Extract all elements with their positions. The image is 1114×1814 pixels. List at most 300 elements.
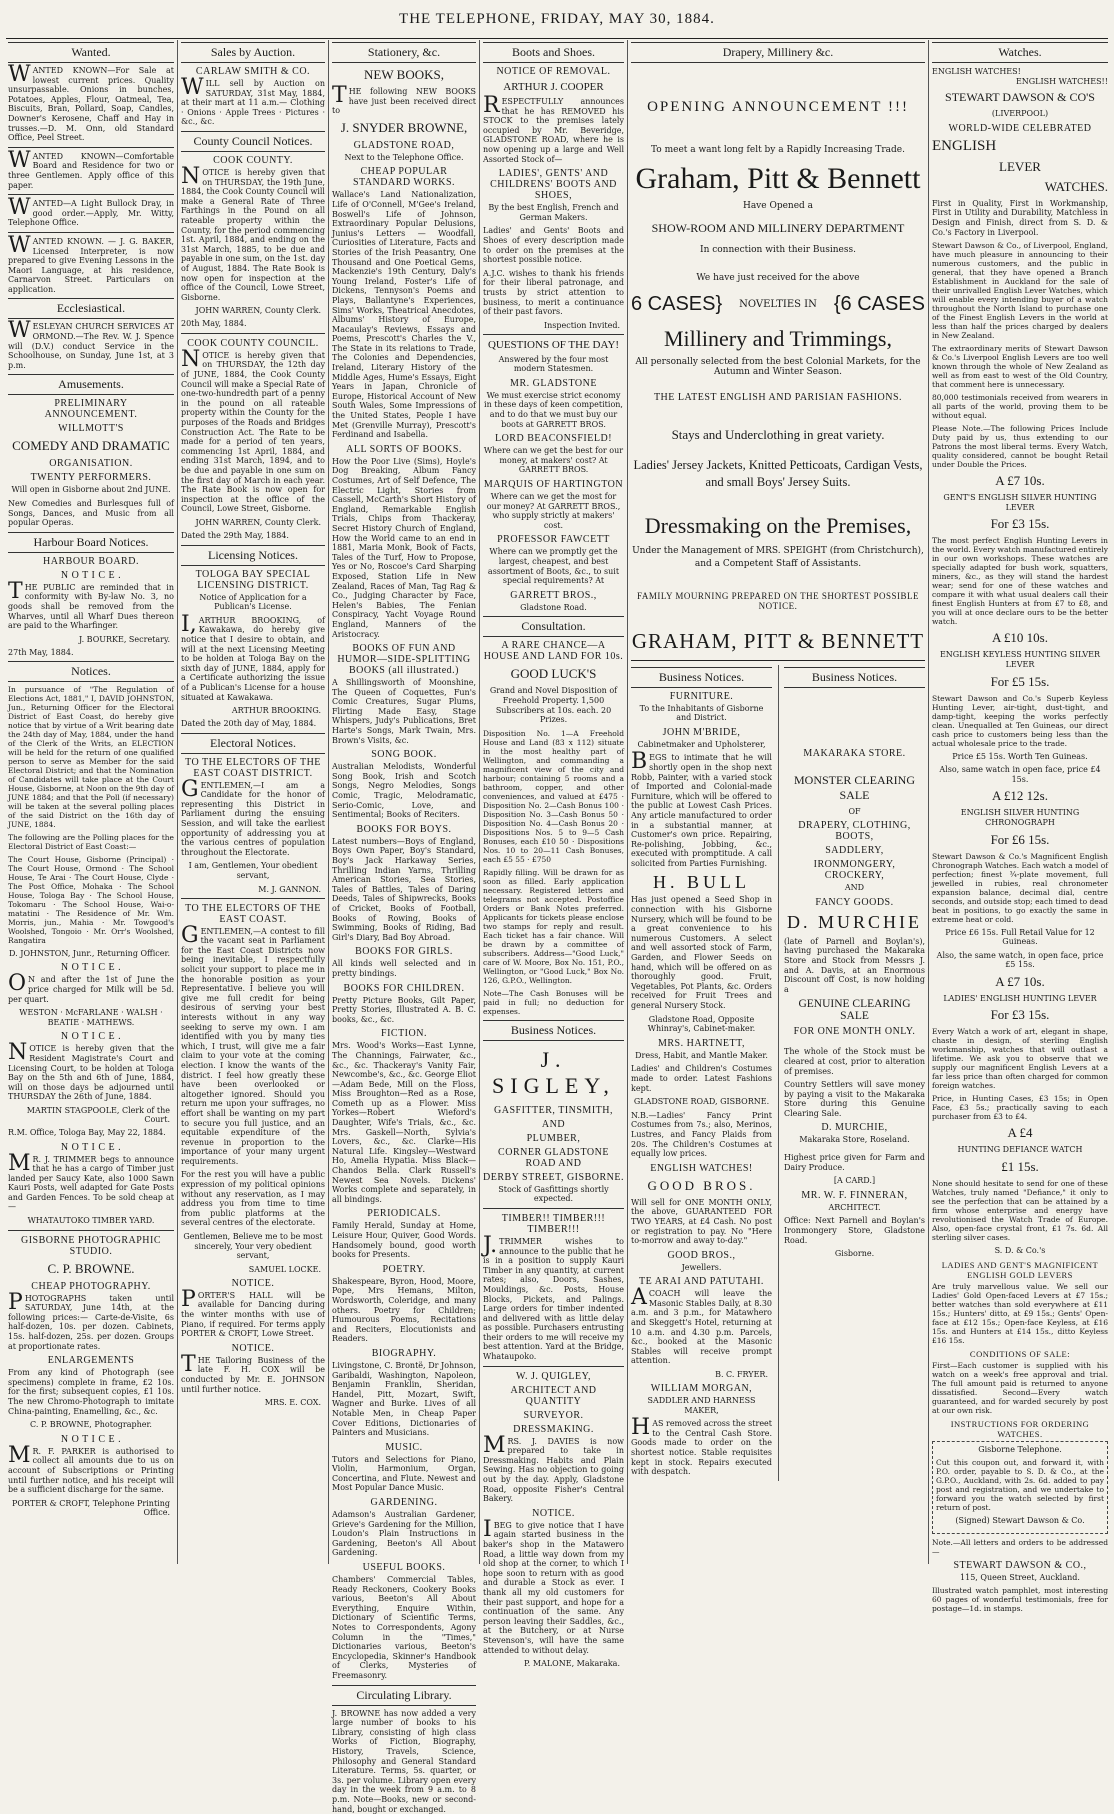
ad-text: Livingstone, C. Brontë, Dr Johnson, Garibaldi, Washington, Napoleon, Benjamin Franklin, Sheridan, Handel, Pitt, Mozart, Swift, Wagner and Burke. Lives of all Notable Men, in Cheap Paper Cover Editions, Dictionaries of Painters and Musicians. <box>332 1360 476 1438</box>
ad-title: TO THE ELECTORS OF THE EAST COAST. <box>185 902 321 925</box>
ad-text: All personally selected from the best Colonial Markets, for the Autumn and Winter Season. <box>635 357 921 377</box>
ad-text: PORTER'S HALL will be available for Dancing during the winter months with use of Piano, if required. For terms apply PORTER & CROFT, Lowe Street. <box>181 1286 325 1339</box>
ad-text: OF <box>848 806 861 816</box>
coupon-text: Cut this coupon out, and forward it, with P.O. order, payable to S. D. & Co., at the G.P.O., Auckland, with 2s. 6d. added to pay post and registration, and we undertake to forward you the watch selected by first return of post. <box>936 1458 1104 1513</box>
ad-title: For £6 15s. <box>990 831 1050 847</box>
ad-text: In connection with their Business. <box>700 245 856 256</box>
ad-text: By the best English, French and German Makers. <box>488 203 619 222</box>
ad-title: BIOGRAPHY. <box>371 1347 437 1359</box>
section-heading: Business Notices. <box>784 667 925 688</box>
ad-text: Answered by the four most modern Statesmen. <box>498 354 609 374</box>
ad-text: MRS. J. DAVIES is now prepared to take in Dressmaking. Habits and Plain Sewing. Has no objection to going out by the day. Apply, Gladstone Road, opposite Fisher's Central Bakery. <box>483 1432 624 1504</box>
ad-text: The most perfect English Hunting Levers in the world. Every watch manufactured entirely in our own workshops. These watches are specially adapted for bush work, squatters, miners, &c., as they will stand the hardest wear; send for one of these watches and compare it with what usual dealers call their finest English Hunters at from £7 to £8, and you will at once declare ours to be the better watch. <box>932 536 1108 627</box>
ad-title: NOTICE. <box>231 1342 275 1354</box>
ad-text: Australian Melodists, Wonderful Song Book, Irish and Scotch Songs, Negro Melodies, Songs Comic, Tragic, Melodramatic, Serio-Comic, Love, and Sentimental; Books of Reciters. <box>332 762 476 820</box>
ad-text: Jewellers. <box>681 1262 722 1272</box>
ad-title: Dressmaking on the Premises, <box>644 512 912 538</box>
ad-title: SURVEYOR. <box>523 1409 584 1421</box>
ad-title: WILLMOTT'S <box>58 423 124 435</box>
section-heading: Amusements. <box>8 374 174 395</box>
ad-text: GENTLEMEN,—I am a Candidate for the honor of representing this District in Parliament during the ensuing Session, and will take the earliest opportunity of addressing you at the various centres of population throughout the Electorate. <box>181 776 325 857</box>
ad-text: Mrs. Wood's Works—East Lynne, The Channings, Fairwater, &c., &c., &c. Thackeray's Vanity Fair, Newcombe's, &c., &c. George Eliot—Adam Bede, Mill on the Floss, Miss Broughton—Red as a Rose, Cometh up as a Flower. Miss Yorkes—Robert Wieford's Daughter, Wife's Trials, &c., &c. Mrs. Gaskell—North, Sylvia's Lovers, &c., &c. Clarke—His Natural Life. Kingsley—Westward Ho, Amelia Hypatia. Miss Black—Chandos Bella. Clark Russell's Newest Sea Novels. Dickens' Works complete and separately, in all bindings. <box>332 1041 476 1204</box>
ad-title: N O T I C E . <box>60 1433 122 1445</box>
column-rule <box>627 40 628 1564</box>
ad-title: For £3 15s. <box>990 516 1050 532</box>
ad-text: To meet a want long felt by a Rapidly Increasing Trade. <box>651 145 905 155</box>
ad-title: GLADSTONE ROAD, <box>353 139 455 151</box>
ad-text: MR. F. PARKER is authorised to collect all amounts due to us on account of Subscriptions or Printing until further notice, and his receipt will be a sufficient discharge for the same. <box>8 1442 174 1495</box>
ad-text: Country Settlers will save money by paying a visit to the Makaraka Store during this Genuine Clearing Sale. <box>784 1080 925 1118</box>
masthead: THE TELEPHONE, FRIDAY, MAY 30, 1884. <box>399 11 715 27</box>
section-heading: Electoral Notices. <box>181 733 325 754</box>
divider <box>8 194 174 195</box>
ad-title: COOK COUNTY. <box>213 154 293 166</box>
ad-title: TWENTY PERFORMERS. <box>30 472 152 484</box>
ad-title: LEVER <box>999 158 1041 174</box>
ad-title: ENGLISH WATCHES! <box>650 1162 753 1174</box>
signature: JOHN WARREN, County Clerk. <box>195 517 321 527</box>
ad-text: GENT'S ENGLISH SILVER HUNTING LEVER <box>943 493 1097 512</box>
ad-text: THE following NEW BOOKS have just been received direct to <box>332 83 476 116</box>
ad-title: N O T I C E . <box>60 1141 122 1153</box>
business-subcolumns <box>631 665 925 1481</box>
ad-title: PLUMBER, <box>526 1132 581 1144</box>
date: 20th May, 1884. <box>181 319 247 329</box>
ad-title: J. SIGLEY, <box>492 1046 615 1098</box>
ad-text: Latest numbers—Boys of England, Boys Own Paper, Boy's Standard, Boy's Jack Harkaway Series, Thrilling Indian Yarns, Thrilling American Stories, Sea Stories, Tales of Battles, Tales of Daring Deeds, Tales of Shipwrecks, Books of Cricket, Books of Football, Books of Rowing, Books of Swimming, Books of Riding, Bad Girl's Diary, Bad Boy Abroad. <box>332 836 476 942</box>
ad-title: WATCHES. <box>1044 178 1108 194</box>
ad-text: Where can we get the most for our money? At GARRETT BROS., who supply strictly at makers' cost. <box>486 492 621 530</box>
ad-text: Highest price given for Farm and Dairy Produce. <box>784 1153 925 1172</box>
ad-text: Also, the same watch, in open face, price £5 15s. <box>936 950 1104 970</box>
ad-title: GARDENING. <box>370 1497 438 1509</box>
ad-text: A.J.C. wishes to thank his friends for their liberal patronage, and trusts by strict attention to business, to merit a continuance of their past favors. <box>483 268 624 317</box>
divider <box>8 147 174 148</box>
ad-text: WANTED KNOWN—Comfortable Board and Residence for two or three Gentlemen. Apply office of this paper. <box>8 147 174 190</box>
ad-title: For £3 15s. <box>990 1007 1050 1023</box>
ad-text: Will sell for ONE MONTH ONLY, the above, GUARANTEED FOR TWO YEARS, at £4 Cash. No post or registration to pay. No "Here to-morrow and away to-day." <box>631 1197 772 1246</box>
section-heading: Consultation. <box>483 616 624 637</box>
ad-text: The following are the Polling places for the Electoral District of East Coast:— <box>8 833 174 852</box>
column-5 <box>631 40 925 1564</box>
ad-text: Also, same watch in open face, price £4 15s. <box>939 765 1101 784</box>
ad-text: IBEG to give notice that I have again started business in the baker's shop in the Matawero Road, a little way down from my old shop at the corner, to which I hope soon to return with as good and durable a Stock as ever. I thank all my old customers for their past support, and hope for a continuation of the same. Any person leaving their Saddles, &c., at the Butchery, or at Nurse Stevenson's, will have the same attended to without delay. <box>483 1516 624 1655</box>
column-rule <box>177 40 178 1564</box>
ad-title: PERIODICALS. <box>367 1208 441 1220</box>
column-1 <box>8 40 174 1564</box>
ad-text: The whole of the Stock must be cleared at cost, prior to alteration of premises. <box>784 1047 925 1076</box>
ad-title: W. J. QUIGLEY, <box>515 1370 592 1382</box>
section-heading: Wanted. <box>8 42 174 63</box>
ad-title: WILLIAM MORGAN, <box>650 1383 753 1395</box>
date: 27th May, 1884. <box>8 647 74 657</box>
ad-title: NOTICE. <box>532 1507 575 1519</box>
column-6 <box>932 40 1108 1614</box>
ad-text: J.TRIMMER wishes to announce to the public that he is in a position to supply Kauri Timber in any quantity, at current rates; also, Doors, Sashes, Mouldings, &c. Posts, House Blocks, Pickets, and Palings. Large orders for timber indented and delivered with as little delay as possible. Purchasers entrusting their orders to me will receive my best attention. Yard at the Bridge, Whataupoko. <box>483 1232 624 1362</box>
ad-text: (LIVERPOOL) <box>991 109 1049 119</box>
ad-text: NOTICE is hereby given that on THURSDAY, the 12th day of JUNE, 1884, the Cook County Council will make a Special Rate of one-two-hundredth part of a penny in the pound on all rateable property within the County for the purposes of the Roads and Bridges Construction Act. The Rate to be made for a period of ten years, commencing 1st April, 1884, and ending 31st March, 1894, and to be due and payable in one sum on the first day of March in each year. The Rate Book is now open for inspection at the office of the Council, Lowe Street, Gisborne. <box>181 346 325 514</box>
ad-title: SHOW-ROOM AND MILLINERY DEPARTMENT <box>651 221 905 236</box>
signature: MARTIN STAGPOOLE, Clerk of the Court. <box>26 1105 170 1124</box>
ad-title: A RARE CHANCE—A HOUSE AND LAND FOR 10s. <box>483 640 624 663</box>
ad-text: The Court House, Gisborne (Principal) · The Court House, Ormond · The School House, Te Arai · The Court House, Clyde · The Post Office, Mohaka · The School House, Tologa Bay · The School House, Tokomaru · The School House, Wai-o-matatini · The Residence of Mr. Wm. Morris, jun., Mahia · Mr. Towgood's Woolshed, Tongoio · Mr. Orr's Woolshed, Rangatira <box>8 855 174 946</box>
ad-title: WORLD-WIDE CELEBRATED <box>948 122 1092 134</box>
ad-title: COMEDY AND DRAMATIC <box>12 438 170 454</box>
ad-text: SADDLER AND HARNESS MAKER, <box>647 1396 756 1415</box>
ad-text: Pretty Picture Books, Gilt Paper, Pretty Stories, Illustrated A. B. C. books, &c., &c. <box>332 995 476 1024</box>
ad-text: Will open in Gisborne about 2nd JUNE. <box>11 485 171 495</box>
section-heading: County Council Notices. <box>181 131 325 152</box>
ad-text: Ladies' and Gents' Boots and Shoes of every description made to order on the premises at the shortest possible notice. <box>483 226 624 265</box>
ad-title: FURNITURE. <box>669 690 734 702</box>
ad-title: LADIES', GENTS' AND CHILDRENS' BOOTS AND SHOES, <box>490 168 617 202</box>
ad-text: How the Poor Live (Sims), Hoyle's Dog Breaking, Album Fancy Costumes, Art of Self Defence, The Electric Light, Stories from Cassell, McCarth's Short History of England, Remarkable English Trials, Chips from Thackeray, Secret History Church of England, How the World came to an end in 1881, Maria Monk, Book of Facts, Tales of the Turf, How to Propose, Yes or No, Roscoe's Card Sharping Exposed, Station Life in New Zealand, Races of Man, Tag Rag & Co., Judging Character by Face, Helen's Babies, The Fenian Conspiracy, Yacht Voyage Round England, Manners of the Aristocracy. <box>332 456 477 639</box>
ad-title: BOOKS OF FUN AND HUMOR—SIDE-SPLITTING BOOKS (all illustrated.) <box>337 643 471 677</box>
ad-text: Gladstone Road, Opposite Whinray's, Cabinet-maker. <box>647 1014 756 1034</box>
ad-text: (late of Parnell and Boylan's), having purchased the Makaraka Store and Stock from Messrs J. and A. Davis, at an Enormous Discount off Cost, is now holding a <box>784 936 925 994</box>
ad-text: 115, Queen Street, Auckland. <box>960 1572 1080 1582</box>
ad-title: AND <box>541 1118 566 1130</box>
ad-text: LADIES' ENGLISH HUNTING LEVER <box>943 993 1097 1003</box>
ad-text: Where can we promptly get the largest, cheapest, and best assortment of Boots, &c., to suit special requirements? At <box>487 547 620 586</box>
ad-text: We must exercise strict economy in these days of keen competition, and to do that we must buy our boots at GARRETT BROS. <box>484 390 623 429</box>
ad-text: Note.—All letters and orders to be addressed— <box>932 1537 1108 1556</box>
signature: JOHN WARREN, County Clerk. <box>195 306 321 316</box>
ad-text: Next to the Telephone Office. <box>344 152 464 162</box>
ad-text: WESTON · McFARLANE · WALSH · BEATIE · MATHEWS. <box>19 1008 163 1027</box>
section-heading: Circulating Library. <box>332 1685 476 1706</box>
ad-title: FANCY GOODS. <box>815 896 894 908</box>
ad-title: NEW BOOKS, <box>364 67 444 82</box>
ad-title: NOTICE. <box>231 1277 275 1289</box>
section-heading: Notices. <box>8 661 174 682</box>
ad-title: MAKARAKA STORE. <box>803 747 906 759</box>
ad-title: DRAPERY, CLOTHING, BOOTS, <box>798 820 911 843</box>
ad-text: Stewart Dawson & Co.'s Magnificent English Chronograph Watches. Each watch a model of perfection; finest ¾-plate movement, full jewelled in rubies, real chronometer expansion balance, decimal dial, centre seconds, and outside stop; each timed to dead beat in positions, to go exactly the same in extreme heat or cold. <box>932 851 1108 924</box>
ad-text: WILL sell by Auction on SATURDAY, 31st May, 1884, at their mart at 11 a.m.— Clothing · Onions · Apple Trees · Pictures · &c., &c. <box>181 75 325 127</box>
ad-text: PHOTOGRAPHS taken until SATURDAY, June 14th, at the following prices:— Carte-de-Visite, 6s half-dozen, 10s. per dozen. Cabinets, 15s. half-dozen, 25s. per dozen. Groups at proportionate rates. <box>8 1289 174 1351</box>
ad-text: Stewart Dawson and Co.'s Superb Keyless Hunting Lever, air-tight, dust-tight, and damp-tight, keeping the works perfectly clean. Unequalled at Ten Guineas, our direct cash price to customers being less than the actual wholesale price to the trade. <box>932 693 1108 748</box>
ad-text: ENGLISH WATCHES!! <box>1015 76 1108 86</box>
ad-title: TE ARAI AND PATUTAHI. <box>639 1276 764 1288</box>
ad-title: Millinery and Trimmings, <box>664 326 892 352</box>
ad-title: GOOD BROS., <box>667 1249 736 1261</box>
ad-title: ORGANISATION. <box>49 458 133 470</box>
ad-title: DRESSMAKING. <box>513 1423 594 1435</box>
ad-text: Illustrated watch pamphlet, most interesting 60 pages of wonderful testimonials, free for postage—1d. in stamps. <box>932 1586 1108 1614</box>
ad-title: A £12 12s. <box>992 788 1048 804</box>
ad-title: DERBY STREET, GISBORNE. <box>483 1171 624 1183</box>
ad-text: NOTICE is hereby given that on THURSDAY, the 19th June, 1884, the Cook County Council will make a General Rate of Three Farthings in the Pound on all rateable property within the County, for the period commencing 1st. April, 1884, and ending on the 31st March, 1885, to be due and payable in one sum, on the 1st. day of August, 1884. The Rate Book is now open for inspection at the office of the Council, Lowe Street, Gisborne. <box>181 163 325 302</box>
ad-title: IRONMONGERY, CROCKERY, <box>813 859 896 882</box>
ad-title: N O T I C E . <box>60 1031 122 1043</box>
section-heading: Drapery, Millinery &c. <box>631 42 925 63</box>
ad-text: S. D. & Co.'s <box>994 1246 1046 1256</box>
ad-text: MR. J. TRIMMER begs to announce that he has a cargo of Timber just landed per Saucy Kate, also 1000 Sawn Kauri Posts, well adapted for Gate Posts and Garden Fences. To be sold cheap at— <box>8 1150 174 1212</box>
ad-text: Shakespeare, Byron, Hood, Moore, Pope, Mrs Hemans, Milton, Wordsworth, Coleridge, and many others. Poetry for Children; Humourous Poems, Recitations and Reciters, Elocutionists and Readers. <box>332 1276 476 1344</box>
ad-text: N.B.—Ladies' Fancy Print Costumes from 7s.; also, Merinos, Lustres, and Fancy Plaids from 20s. The Children's Costumes at equally low prices. <box>631 1110 772 1159</box>
ad-text: RESPECTFULLY announces that he has REMOVED his STOCK to the premises lately occupied by Mr. Beveridge, GLADSTONE ROAD, where he is now opening up a large and Well Assorted Stock of— <box>483 93 624 164</box>
ad-text: 80,000 testimonials received from wearers in all parts of the world, proving them to be without equal. <box>932 393 1108 421</box>
ad-title: ARTHUR J. COOPER <box>503 81 604 93</box>
divider <box>483 1366 624 1367</box>
column-rule <box>928 40 929 1564</box>
ad-text: ON and after the 1st of June the price charged for Milk will be 5d. per quart. <box>8 971 174 1004</box>
ad-title: A £10 10s. <box>992 630 1048 646</box>
ad-title: TO THE ELECTORS OF THE EAST COAST DISTRICT. <box>185 756 321 779</box>
signature: M. J. GANNON. <box>258 884 321 894</box>
ad-text: First—Each customer is supplied with his watch on a week's free approval and trial. The full amount paid is returned to anyone dissatisfied. Second—Every watch guaranteed, and for warded securely by post at our own risk. <box>932 1360 1108 1415</box>
ad-text: Stock of Gasfittings shortly expected. <box>498 1184 609 1204</box>
ad-title: STEWART DAWSON & CO., <box>953 1559 1087 1571</box>
ad-title: PROFESSOR FAWCETT <box>497 534 610 546</box>
ad-text: Adamson's Australian Gardener, Grieve's Gardening for the Million, Loudon's Plain Instructions in Gardening, Beeton's All About Gardening. <box>332 1510 476 1558</box>
divider <box>8 1230 174 1231</box>
ad-text: ENGLISH KEYLESS HUNTING SILVER LEVER <box>939 650 1101 669</box>
section-heading: Watches. <box>932 42 1108 63</box>
ad-text: I,ARTHUR BROOKING, of Kawakawa, do hereby give notice that I desire to obtain, and will at the next Licensing Meeting to be holden at Tologa Bay on the sixth day of JUNE, 1884, apply for a Certificate authorizing the issue of a Publican's License for a house situated at Kawakawa. <box>181 611 325 702</box>
ad-text: Price, in Hunting Cases, £3 15s; in Open Face, £3 5s.; practically saving to each purchaser from £3 to £4. <box>932 1094 1108 1122</box>
ad-text: Are truly marvellous value. We sell our Ladies' Gold Open-faced Levers at £7 15s.; better watches than sold everywhere at £11 15s.; Hunters' ditto, at £9 15s.; Gents' Open-face at £12 15s.; Open-face Keyless, at £16 15s. and Hunters at £14 15s., ditto Keyless £16 15s. <box>932 1281 1108 1345</box>
ad-text: GENTLEMEN,—A contest to fill the vacant seat in Parliament for the East Coast Districts now being inevitable, I respectfully solicit your support to place me in the honorable position as your Representative. I believe you will give me full credit for being desirous of serving your best interests without in any way seeking to serve my own. I am identified with you by many ties which, I trust, will give me a fair claim to your vote at the coming election. I know the wants of the district. I feel how greatly these have been overlooked or altogether ignored. Should you return me upon your suffrages, no effort shall be wanting on my part to secure you full justice, and an equitable expenditure of the revenue in proportion to the importance of your many urgent requirements. <box>181 922 325 1166</box>
ad-text: ENGLISH WATCHES! <box>932 67 1021 76</box>
ad-title: GARRETT BROS., <box>510 589 597 601</box>
ad-text: ARCHITECT. <box>828 1202 881 1212</box>
ad-text: Disposition No. 1—A Freehold House and Land (83 x 112) situate in the most healthy part of Wellington, and commanding a magnificent view of the city and harbour; containing 5 rooms and a bathroom, copper, and other conveniences, and valued at £475 · Disposition No. 2—Cash Bonus 100 · Disposition No. 3—Cash Bonus 50 · Disposition No. 4—Cash Bonus 20 · Dispositions Nos. 5 to 9—5 Cash Bonuses, each £10 50 · Dispositions Nos. 10 to 20—11 Cash Bonuses, each £5 55 · £750 <box>483 728 624 864</box>
ad-title: CONDITIONS OF SALE: <box>969 1348 1071 1359</box>
ad-text: Have Opened a <box>742 200 814 211</box>
ad-text: Family Herald, Sunday at Home, Leisure Hour, Quiver, Good Words. Handsomely bound, good worth books for Presents. <box>332 1221 476 1260</box>
ad-title: MRS. HARTNETT, <box>657 1037 746 1049</box>
ad-text: J. BROWNE has now added a very large number of books to his Library, consisting of high class Works of Fiction, Biography, History, Travels, Science, Philosophy and General Standard Literature. Terms, 5s. quarter, or 3s. per volume. Library open every day in the week from 9 a.m. to 8 p.m. Note—Books, new or second-hand, bought or exchanged. <box>332 1708 476 1814</box>
ad-title: GASFITTER, TINSMITH, <box>494 1104 613 1116</box>
section-heading: Harbour Board Notices. <box>8 532 174 553</box>
ad-text: WANTED KNOWN—For Sale at lowest current prices. Quality unsurpassable. Onions in bunches, Potatoes, Apples, Flour, Oatmeal, Tea, Biscuits, Bran, Pollard, Soap, Candles, Downer's Kerosene, Chaff and Hay in trusses.—D. M. Onn, old Standard Office, Peel Street. <box>8 62 174 143</box>
ad-text: Notice of Application for a Publican's License. <box>199 592 307 612</box>
signature: P. MALONE, Makaraka. <box>524 1659 620 1669</box>
ad-title: TOLOGA BAY SPECIAL LICENSING DISTRICT. <box>195 568 311 591</box>
ad-text: NOTICE is hereby given that the Resident Magistrate's Court and Licensing Court, to be holden at Tologa Bay on the 5th and 6th of June, 1884, will on those days be adjourned until THURSDAY the 26th of June, 1884. <box>8 1040 174 1102</box>
signature: PORTER & CROFT, Telephone Printing Office. <box>12 1498 170 1517</box>
ad-text: Cabinetmaker and Upholsterer, <box>637 739 766 749</box>
ad-title: ARCHITECT AND QUANTITY <box>510 1384 597 1407</box>
ad-title: MR. GLADSTONE <box>510 377 597 389</box>
ad-text: Gisborne. <box>834 1249 875 1259</box>
ad-text: We have just received for the above <box>696 272 860 283</box>
ad-title: C. P. BROWNE. <box>47 1260 135 1276</box>
ad-text: Dress, Habit, and Mantle Maker. <box>635 1050 768 1060</box>
ad-text: None should hesitate to send for one of these Watches, truly named "Defiance," it only to see the perfection that can be attained by a firm whose enterprise and energy have revolutionised the Watch Trade of Europe. Also, open-face crystal front, £1 7s. 6d. All sterling silver cases. <box>932 1179 1108 1243</box>
divider <box>483 334 624 335</box>
ad-text: Where can we get the best for our money, at makers' cost? At GARRETT BROS. <box>483 446 624 475</box>
section-heading: Boots and Shoes. <box>483 42 624 63</box>
ad-title: GRAHAM, PITT & BENNETT <box>631 628 925 653</box>
ad-text: In pursuance of "The Regulation of Elections Act, 1881," I, DAVID JOHNSTON, Jun., Returning Officer for the Electoral District of East Coast, do hereby give notice that by virtue of a Writ bearing date the 24th day of May, 1884, under the hand of the Clerk of the Writs, an ELECTION will be held for the return of one qualified person to serve as Member for the said Electoral District; and that the Nomination of Candidates will take place at the Court House, Gisborne, at Noon on the 9th day of JUNE 1884; and that the Poll (if necessary) will be taken at the several polling places of the said District on the 16th day of JUNE, 1884. <box>8 685 174 830</box>
ad-text: ACOACH will leave the Masonic Stables Daily, at 8.30 a.m. and 3 p.m., for Matawhero and Skeggett's Hotel, returning at 10 a.m. and 4.30 p.m. Parcels, &c., booked at the Masonic Stables will receive prompt attention. <box>631 1285 772 1366</box>
ad-text: Price £6 15s. Full Retail Value for 12 Guineas. <box>945 927 1095 947</box>
ad-text: First in Quality, First in Workmanship, First in Utility and Durability, Matchless in Design and Finish, direct from S. D. & Co.'s Factory in Liverpool. <box>932 198 1108 237</box>
coupon-signed: (Signed) Stewart Dawson & Co. <box>955 1516 1085 1526</box>
ad-text: Has just opened a Seed Shop in connection with his Gisborne Nursery, which will be found to be a great convenience to his numerous Customers. A select and well assorted stock of Farm, Garden, and Flower Seeds on hand, which will be offered on as thoroughly good. Fruit, Vegetables, Pot Plants, &c. Orders received for Fruit Trees and general Nursery Stock. <box>631 895 772 1010</box>
signature: MRS. E. COX. <box>264 1398 321 1408</box>
ad-title: N O T I C E . <box>60 962 122 974</box>
ad-text: AND <box>844 883 865 893</box>
signature: Inspection Invited. <box>543 320 620 330</box>
ad-title: COOK COUNTY COUNCIL. <box>187 337 319 349</box>
business-right <box>778 665 925 1481</box>
ad-text: Under the Management of MRS. SPEIGHT (from Christchurch), and a Competent Staff of Assistants. <box>632 545 924 569</box>
ad-title: D. MURCHIE <box>786 911 922 932</box>
ad-title: MARQUIS OF HARTINGTON <box>483 479 624 491</box>
ad-text: WHATAUTOKO TIMBER YARD. <box>27 1216 155 1226</box>
ad-title: Graham, Pitt & Bennett <box>635 161 921 195</box>
ad-title: A £4 <box>1007 1125 1033 1141</box>
ad-title: GISBORNE PHOTOGRAPHIC STUDIO. <box>20 1234 162 1257</box>
novelties-label: NOVELTIES IN <box>739 299 817 311</box>
date: Dated the 20th day of May, 1884. <box>181 719 317 729</box>
ad-title: TIMBER!! TIMBER!!! TIMBER!!! <box>501 1212 606 1235</box>
ad-title: STEWART DAWSON & CO'S <box>945 90 1095 105</box>
ad-text: The extraordinary merits of Stewart Dawson & Co.'s Liverpool English Levers are too well known through the whole of New Zealand as well as from east to west of the Old Country, that comment here is unnecessary. <box>932 344 1108 390</box>
signature: B. C. FRYER. <box>715 1370 768 1380</box>
ad-title: MR. W. F. FINNERAN, <box>801 1189 908 1201</box>
ad-title: QUESTIONS OF THE DAY! <box>487 338 620 351</box>
column-rule <box>479 40 480 1564</box>
ad-title: SADDLERY, <box>825 845 884 857</box>
ad-title: LADIES AND GENT'S MAGNIFICENT ENGLISH GOLD LEVERS <box>941 1259 1099 1280</box>
ad-text: Rapidly filling. Will be drawn for as soon as filled. Early application necessary. Registered letters and telegrams not accepted. Postoffice Orders or Bank Notes preferred. Applicants for tickets please enclose two stamps for reply and result. Each ticket has a fair chance. Will be drawn by a committee of subscribers. Address—"Good Luck," care of W. Moore, Box No. 151, P.O., Wellington, or "Good Luck," Box No. 126, G.P.O., Wellington. <box>483 867 624 985</box>
section-heading: Stationery, &c. <box>332 42 476 63</box>
ad-text: BEGS to intimate that he will shortly open in the shop next Robb, Painter, with a varied stock of Imported and Colonial-made Furniture, which will be offered to the public at Lowest Cash Prices. Any article manufactured to order in a substantial manner, at Customer's own price. Repairing, Re-polishing, Jobbing, &c., executed with promptitude. A call solicited from Parties Furnishing. <box>631 749 772 868</box>
order-coupon[interactable] <box>932 1441 1108 1534</box>
ad-text: Ladies' and Children's Costumes made to order. Latest Fashions kept. <box>631 1064 772 1093</box>
ad-text: A Shillingsworth of Moonshine, The Queen of Coquettes, Fun's Comic Creatures, Sugar Plums, Flirting Made Easy, Stage Whispers, Judy's Publications, Bret Harte's Songs, Mark Twain, Mrs. Brown's Visits, &c. <box>332 678 476 745</box>
section-heading: Business Notices. <box>631 667 772 688</box>
date: R.M. Office, Tologa Bay, May 22, 1884. <box>8 1127 166 1137</box>
date: Dated the 29th May, 1884. <box>181 530 289 540</box>
ad-text: Price £5 15s. Worth Ten Guineas. <box>952 751 1088 761</box>
ad-title: FICTION. <box>381 1028 427 1040</box>
ad-text: Chambers' Commercial Tables, Ready Reckoners, Cookery Books various, Beeton's All About Everything, Enquire Within, Dictionary of Scientific Terms, Notes to Correspondents, Agony Column in the "Times," Dictionaries various, Beeton's Encyclopedia, Skinner's Handbook of Clerks, Mysteries of Freemasonry. <box>332 1575 476 1680</box>
divider <box>181 333 325 334</box>
ad-title: MUSIC. <box>385 1441 423 1453</box>
ad-text: Wallace's Land Nationalization, Life of O'Connell, M'Gee's Ireland, Boswell's Life of Johnson, Extraordinary Popular Delusions, Junius's Letters — Woodfall, Curiosities of Literature, Facts and Stories of the Irish Peasantry, One Thousand and One Poetical Gems, Mackenzie's 19th Century, Daly's Young Ireland, Foster's Life of Dickens, Tennyson's Poems and Plays, Ballantyne's Experiences, Sims' Works, Theatrical Anecdotes, Albums' History of Europe, Macaulay's Reviews, Essays and Poems, Prescott's Charles the V., The State in its relations to Trade, The Colonies and Dependencies, Ireland, Literary History of the Middle Ages, Hume's Essays, Eight Years in Japan, Chronicle of Europe, Historical Account of New South Wales, Some Impressions of the United States, People I have Met (Grenville Murray), Prescott's Ferdinand and Isabella. <box>332 190 476 440</box>
ad-title: JOHN M'BRIDE, <box>662 726 741 738</box>
ad-text: HUNTING DEFIANCE WATCH <box>957 1145 1083 1155</box>
ad-title: CHEAP POPULAR STANDARD WORKS. <box>352 166 456 189</box>
ad-title: BOOKS FOR GIRLS. <box>355 946 453 958</box>
ad-title: HARBOUR BOARD. <box>43 555 139 567</box>
ad-text: Every Watch a work of art, elegant in shape, chaste in design, of sterling English workmanship, watches that will outlast a lifetime. We ask you to observe that we supply our magnificent English Levers at a far less price than often charged for common foreign watches. <box>932 1027 1108 1091</box>
ad-text: [A CARD.] <box>833 1176 876 1186</box>
ad-text: New Comedies and Burlesques full of Songs, Dances, and Music from all popular Operas. <box>8 499 174 528</box>
ad-title: CARLAW SMITH & CO. <box>195 66 311 77</box>
divider <box>181 898 325 899</box>
ad-text: Stewart Dawson & Co., of Liverpool, England, have much pleasure in announcing to their numerous customers, and the public in general, that they have opened a Branch Establishment in Auckland for the sale of their unrivalled English Lever Watches, which will enable every intending buyer of a watch throughout the North Island to purchase one of the Finest English Levers in the world at less than half the prices charged by dealers in New Zealand. <box>932 241 1108 341</box>
ad-title: FOR ONE MONTH ONLY. <box>793 1026 916 1038</box>
signature: ARTHUR BROOKING. <box>231 706 321 716</box>
ad-text: WESLEYAN CHURCH SERVICES AT ORMOND.—The Rev. W. J. Spence will (D.V.) conduct Service in the Schoolhouse, on Sunday, June 1st, at 3 p.m. <box>8 318 174 370</box>
ad-title: J. SNYDER BROWNE, <box>340 119 468 135</box>
cases-right: {6 CASES <box>833 293 925 316</box>
business-left <box>631 665 772 1481</box>
ad-title: CHEAP PHOTOGRAPHY. <box>31 1280 151 1292</box>
ad-text: GLADSTONE ROAD, GISBORNE. <box>633 1097 770 1107</box>
ad-title: A £7 10s. <box>995 973 1045 989</box>
ad-title: £1 15s. <box>1001 1159 1039 1175</box>
ad-title: ENLARGEMENTS <box>47 1355 135 1367</box>
signature: SAMUEL LOCKE. <box>248 1264 321 1274</box>
masthead-rule <box>6 38 1108 39</box>
ad-title: OPENING ANNOUNCEMENT !!! <box>647 99 909 115</box>
ad-text: All kinds well selected and in pretty bindings. <box>332 959 476 978</box>
ad-title: BOOKS FOR BOYS. <box>356 823 452 835</box>
column-2 <box>181 40 325 1564</box>
divider <box>483 1208 624 1209</box>
divider <box>631 660 925 661</box>
section-heading: Sales by Auction. <box>181 42 325 63</box>
ad-text: Office: Next Parnell and Boylan's Ironmongery Store, Gladstone Road. <box>784 1216 925 1245</box>
ad-text: For the rest you will have a public expression of my political opinions without any reservation, as I may address you from time to time from public platforms at the several centres of the electorate. <box>181 1170 325 1228</box>
ad-text: THE Tailoring Business of the late F. H. COX will be conducted by Mr. E. JOHNSON until further notice. <box>181 1351 325 1394</box>
ad-title: BOOKS FOR CHILDREN. <box>343 982 465 994</box>
ad-title: PRELIMINARY ANNOUNCEMENT. <box>44 398 138 421</box>
column-4 <box>483 40 624 1669</box>
ad-title: LORD BEACONSFIELD! <box>494 433 613 445</box>
column-3 <box>332 40 477 1814</box>
ad-title: D. MURCHIE, <box>821 1122 888 1134</box>
ad-title: FAMILY MOURNING PREPARED ON THE SHORTEST POSSIBLE NOTICE. <box>637 590 919 611</box>
ad-title: ENGLISH <box>932 137 997 154</box>
ad-title: MONSTER CLEARING SALE <box>793 772 915 802</box>
section-heading: Business Notices. <box>483 1020 624 1041</box>
ad-text: WANTED—A Light Bullock Dray, in good order.—Apply, Mr. Witty, Telephone Office. <box>8 195 174 228</box>
ad-title: GOOD LUCK'S <box>510 666 597 682</box>
ad-text: Gladstone Road. <box>520 602 587 612</box>
ad-title: N O T I C E . <box>60 569 122 581</box>
ad-text: Gentlemen, Believe me to be most sincerely, Your very obedient servant, <box>183 1232 323 1261</box>
ad-title: ALL SORTS OF BOOKS. <box>346 443 462 455</box>
ad-title: SONG BOOK. <box>371 749 437 761</box>
ad-title: GENUINE CLEARING SALE <box>798 998 911 1023</box>
ad-title: NOTICE OF REMOVAL. <box>496 66 611 77</box>
ad-text: Please Note.—The following Prices Include Duty paid by us, thus extending to our Patrons the most liberal terms. Every Watch, quality considered, cannot be bought Retail under Double the Prices. <box>932 424 1108 470</box>
ad-text: Note—The Cash Bonuses will be paid in full; no deduction for expenses. <box>483 988 624 1016</box>
ad-text: C. P. BROWNE, Photographer. <box>30 1420 152 1430</box>
ad-title: A £7 10s. <box>995 473 1045 489</box>
cases-row <box>631 293 925 316</box>
ad-text: To the Inhabitants of Gisborne and District. <box>639 703 764 723</box>
ad-title: GOOD BROS. <box>647 1177 756 1193</box>
ad-text: Grand and Novel Disposition of Freehold Property. 1,500 Subscribers at 10s. each. 20 Prizes. <box>489 686 618 725</box>
column-rule <box>328 40 329 1564</box>
divider <box>8 232 174 233</box>
section-heading: Ecclesiastical. <box>8 298 174 319</box>
signature: J. BOURKE, Secretary. <box>79 634 170 644</box>
cases-left: 6 CASES} <box>631 293 723 316</box>
ad-text: From any kind of Photograph (see specimens) complete in frame, £2 10s. for the first; subsequent copies, £1 10s. The new Chromo-Photograph to imitate China-painting, Enamelling, &c., &c. <box>8 1368 174 1416</box>
ad-title: USEFUL BOOKS. <box>362 1562 446 1574</box>
signature: D. JOHNSTON, Junr., Returning Officer. <box>9 949 170 959</box>
ad-text: ENGLISH SILVER HUNTING CHRONOGRAPH <box>960 808 1080 827</box>
ad-text: WANTED KNOWN. — J. G. BAKER, Licensed Interpreter, is now prepared to give Evening Lessons in the Maori Language, at his residence, Carnarvon Street. Particulars on application. <box>8 232 174 294</box>
ad-title: Ladies' Jersey Jackets, Knitted Petticoats, Cardigan Vests, and small Boys' Jersey Suits. <box>633 457 923 489</box>
ad-text: Tutors and Selections for Piano, Violin, Harmonium, Organ, Concertina, and Flute. Newest and Most Popular Dance Music. <box>332 1454 476 1493</box>
section-heading: Licensing Notices. <box>181 545 325 566</box>
ad-title: CORNER GLADSTONE ROAD AND <box>498 1146 609 1169</box>
ad-text: THE PUBLIC are reminded that in conformity with By-law No. 3, no goods shall be removed from the Wharves, until all Wharf Dues thereon are paid to the Wharfinger. <box>8 578 174 631</box>
ad-title: For £5 15s. <box>990 673 1050 689</box>
